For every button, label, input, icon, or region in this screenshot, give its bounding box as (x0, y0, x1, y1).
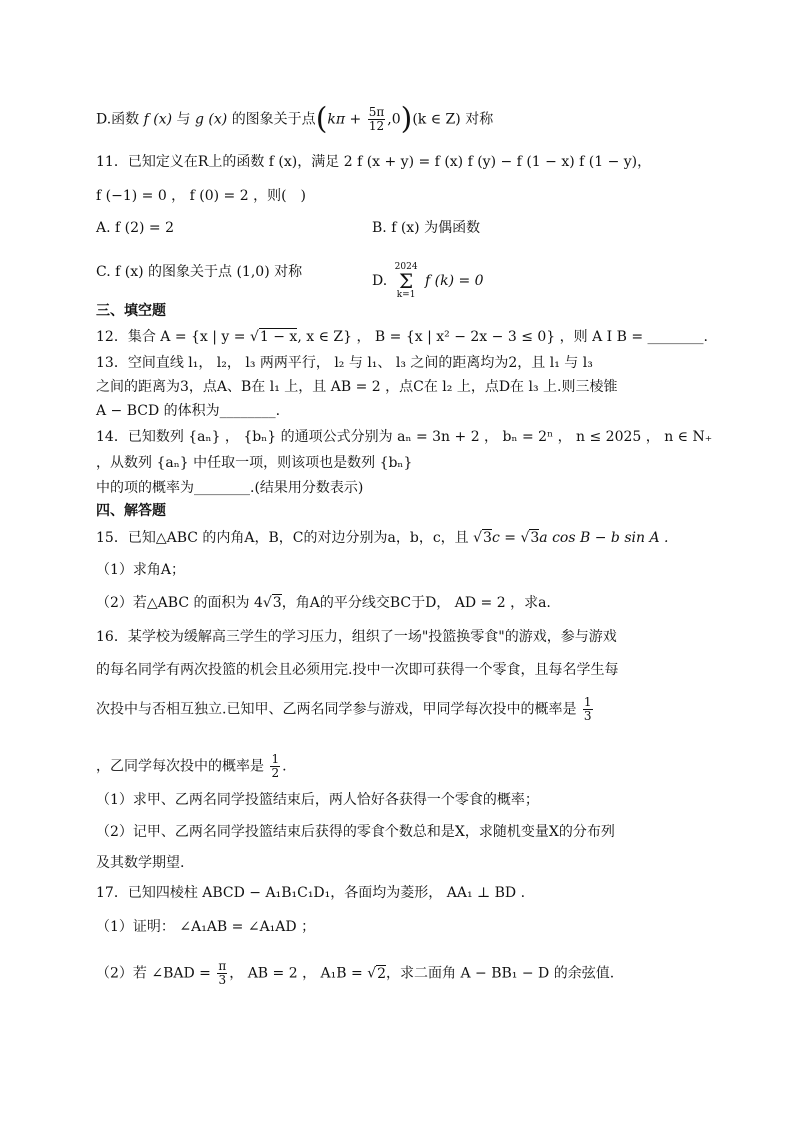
q16-frac1-num: 1 (583, 695, 592, 709)
q13-line1: 13．空间直线 l₁， l₂， l₃ 两两平行， l₂ 与 l₁、 l₃ 之间的距离均为2，且 l₁ 与 l₃ (96, 355, 593, 371)
q10d-frac-den: 12 (368, 119, 385, 133)
q10d-fx: f (x) (143, 111, 173, 128)
q10d-mid: 与 (176, 111, 191, 128)
q17-line1: 17．已知四棱柱 ABCD − A₁B₁C₁D₁，各面均为菱形， AA₁ ⊥ BD . (96, 885, 526, 901)
q15-part2-sqrt: 3 (272, 595, 282, 611)
summation-symbol (395, 262, 418, 300)
q11-option-a: A. f (2) = 2 (96, 220, 175, 236)
q13-line3: A − BCD 的体积为________. (96, 403, 281, 419)
q12-sqrt-arg: 1 − x (259, 329, 298, 345)
q16-part2-line2: 及其数学期望. (96, 855, 185, 871)
q15-part2-a: （2）若△ABC 的面积为 4 (96, 595, 263, 611)
q16-frac-one-third (583, 696, 593, 723)
q12-stem (96, 327, 708, 347)
q11-option-d (372, 262, 484, 300)
q11-stem-line1: 11．已知定义在R上的函数 f (x)，满足 2 f (x + y) = f (x) f (y) − f (1 − x) f (1 − y)， (96, 154, 652, 170)
q11d-prefix: D. (372, 273, 388, 289)
q12-text2: , x ∈ Z} ， B = {x | x² − 2x − 3 ≤ 0} ，则 A I B = ________. (297, 329, 708, 345)
q14-line3: 中的项的概率为________.(结果用分数表示) (96, 480, 364, 496)
q16-line4-end: . (282, 758, 287, 775)
q14-line2: ，从数列 {aₙ} 中任取一项，则该项也是数列 {bₙ} (96, 455, 413, 471)
q17-part2-a: （2）若 ∠BAD = (96, 965, 211, 982)
sqrt-icon: √ (520, 530, 530, 546)
q17-frac-den: 3 (218, 973, 227, 987)
q15-sqrt3-b: 3 (530, 530, 540, 546)
q10d-tail: ,0 (387, 111, 401, 128)
q16-line2: 的每名同学有两次投篮的机会且必须用完.投中一次即可获得一个零食，且每名学生每 (96, 662, 619, 678)
q17-part2-c: ，求二面角 A − BB₁ − D 的余弦值. (386, 965, 615, 982)
sqrt-icon: √ (249, 329, 259, 345)
q10d-suffix: 对称 (465, 111, 494, 128)
q17-part1: （1）证明： ∠A₁AB = ∠A₁AD ； (96, 919, 316, 935)
q15-text-a: 15．已知△ABC 的内角A，B，C的对边分别为a，b，c，且 (96, 530, 474, 546)
section-4-heading: 四、解答题 (96, 503, 166, 519)
q11-option-b: B. f (x) 为偶函数 (372, 220, 481, 236)
sum-upper-limit: 2024 (394, 262, 418, 272)
q10d-cond: (k ∈ Z) (412, 111, 461, 128)
q10d-fraction (368, 106, 386, 133)
q11-option-c: C. f (x) 的图象关于点 (1,0) 对称 (96, 264, 303, 280)
q17-part2-b: ， AB = 2 ， A₁B = (229, 965, 368, 982)
right-paren: ) (400, 101, 413, 137)
q11d-expr: f (k) = 0 (425, 273, 484, 289)
sqrt-icon: √ (367, 965, 377, 982)
q15-part1: （1）求角A； (96, 562, 186, 578)
q12-text1: 12．集合 A = {x | y = (96, 329, 250, 345)
q10d-frac-num: 5π (368, 105, 385, 119)
q16-frac2-den: 2 (271, 766, 280, 780)
q17-part2 (96, 960, 614, 987)
q11-stem-line2: f (−1) = 0 ， f (0) = 2 ，则( ) (96, 188, 307, 204)
q17-frac-pi-third (217, 960, 227, 987)
q17-frac-num: π (218, 959, 227, 973)
q13-line2: 之间的距离为3，点A、B在 l₁ 上，且 AB = 2 ，点C在 l₂ 上，点D在 l₃ 上.则三棱锥 (96, 379, 618, 395)
q16-line4 (96, 753, 287, 780)
q15-part2-b: ，角A的平分线交BC于D， AD = 2 ，求a. (281, 595, 551, 611)
q10d-prefix: D.函数 (96, 111, 140, 128)
q10d-mid2: 的图象关于点 (231, 111, 316, 128)
q16-part1: （1）求甲、乙两名同学投篮结束后，两人恰好各获得一个零食的概率； (96, 792, 539, 808)
q10d-kpi: kπ + (327, 111, 362, 128)
section-3-heading: 三、填空题 (96, 303, 166, 319)
q10-option-d (96, 101, 494, 137)
q16-frac-one-half (270, 753, 280, 780)
q16-line3 (96, 696, 595, 723)
q16-part2-line1: （2）记甲、乙两名同学投篮结束后获得的零食个数总和是X，求随机变量X的分布列 (96, 824, 615, 840)
q16-frac2-num: 1 (271, 752, 280, 766)
q15-sqrt3-a: 3 (483, 530, 492, 546)
q16-frac1-den: 3 (583, 709, 592, 723)
q14-line1: 14．已知数列 {aₙ} ， {bₙ} 的通项公式分别为 aₙ = 3n + 2 ， bₙ = 2ⁿ ， n ≤ 2025 ， n ∈ N₊ (96, 429, 713, 445)
q15-part2 (96, 593, 551, 613)
sqrt-icon: √ (262, 595, 272, 611)
q15-text-c: a cos B − b sin A . (539, 530, 669, 546)
sigma-icon: Σ (399, 269, 414, 293)
q16-line3-text: 次投中与否相互独立.已知甲、乙两名同学参与游戏，甲同学每次投中的概率是 (96, 701, 577, 718)
left-paren: ( (315, 101, 328, 137)
sqrt-icon: √ (473, 530, 483, 546)
q16-line4-text: ，乙同学每次投中的概率是 (96, 758, 264, 775)
q15-stem (96, 528, 668, 548)
q16-line1: 16．某学校为缓解高三学生的学习压力，组织了一场"投篮换零食"的游戏，参与游戏 (96, 629, 617, 645)
q15-text-b: c = (491, 530, 521, 546)
sum-lower-limit: k=1 (396, 290, 416, 300)
q17-sqrt2: 2 (377, 965, 387, 982)
q10d-gx: g (x) (195, 111, 228, 128)
